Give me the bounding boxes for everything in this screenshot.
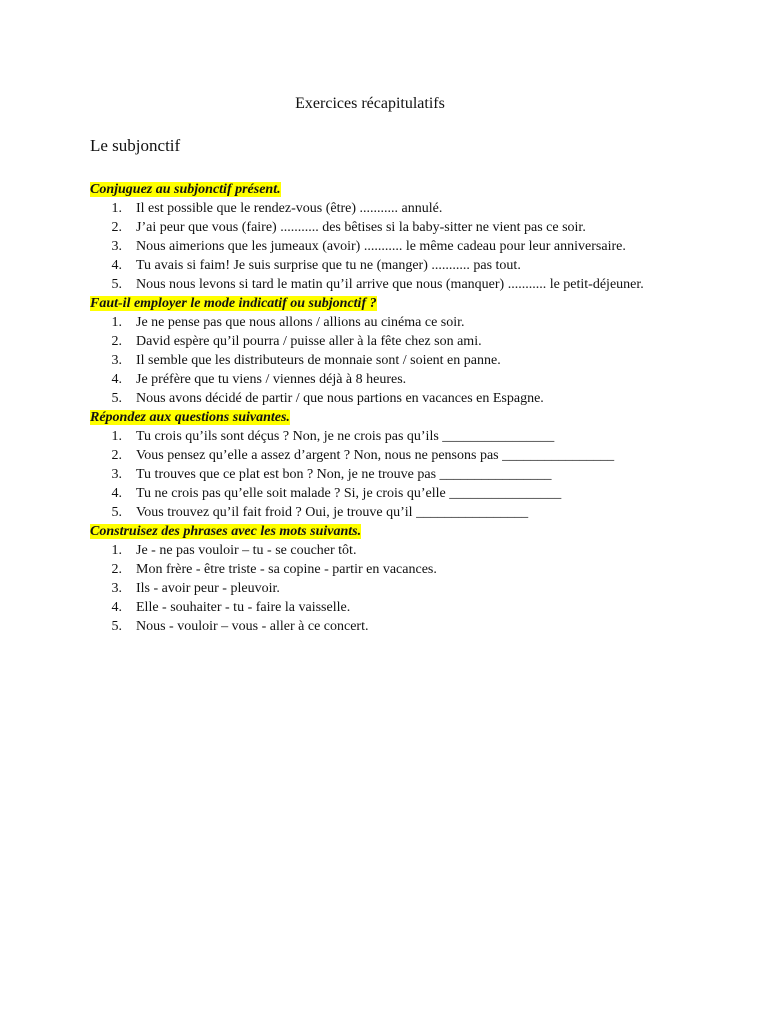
item-text: Tu avais si faim! Je suis surprise que tu ne (manger) ........... pas tout. xyxy=(136,258,521,273)
list-item xyxy=(90,465,676,484)
exercise-heading-text: Construisez des phrases avec les mots suivants. xyxy=(90,524,362,539)
exercise-heading xyxy=(90,180,676,199)
item-number: 2. xyxy=(111,220,122,235)
exercise-block xyxy=(90,522,676,636)
item-number: 1. xyxy=(111,315,122,330)
item-text: Nous avons décidé de partir / que nous partions en vacances en Espagne. xyxy=(136,391,544,406)
item-text: Vous pensez qu’elle a assez d’argent ? Non, nous ne pensons pas ________________ xyxy=(136,448,615,463)
list-item xyxy=(90,598,676,617)
list-item xyxy=(90,199,676,218)
item-text: Il semble que les distributeurs de monnaie sont / soient en panne. xyxy=(136,353,501,368)
item-text: David espère qu’il pourra / puisse aller à la fête chez son ami. xyxy=(136,334,482,349)
exercise-heading xyxy=(90,294,676,313)
exercise-heading-text: Faut-il employer le mode indicatif ou subjonctif ? xyxy=(90,296,377,311)
item-text: Je - ne pas vouloir – tu - se coucher tôt. xyxy=(136,543,357,558)
exercise-block xyxy=(90,294,676,408)
list-item xyxy=(90,237,676,256)
item-text: Mon frère - être triste - sa copine - partir en vacances. xyxy=(136,562,437,577)
item-number: 5. xyxy=(111,505,122,520)
item-text: Ils - avoir peur - pleuvoir. xyxy=(136,581,280,596)
list-item xyxy=(90,617,676,636)
section-title: Le subjonctif xyxy=(90,136,181,155)
exercise-heading-text: Répondez aux questions suivantes. xyxy=(90,410,290,425)
item-text: Tu trouves que ce plat est bon ? Non, je ne trouve pas ________________ xyxy=(136,467,552,482)
list-item xyxy=(90,541,676,560)
list-item xyxy=(90,484,676,503)
exercise-block xyxy=(90,408,676,522)
list-item xyxy=(90,579,676,598)
item-text: Nous nous levons si tard le matin qu’il arrive que nous (manquer) ........... le petit-déjeuner. xyxy=(136,277,644,292)
exercise-heading xyxy=(90,522,676,541)
item-number: 2. xyxy=(111,334,122,349)
item-number: 1. xyxy=(111,543,122,558)
item-number: 5. xyxy=(111,619,122,634)
exercise-items xyxy=(90,427,676,522)
item-number: 1. xyxy=(111,429,122,444)
exercise-items xyxy=(90,199,676,294)
list-item xyxy=(90,313,676,332)
item-number: 5. xyxy=(111,277,122,292)
list-item xyxy=(90,503,676,522)
list-item xyxy=(90,256,676,275)
item-text: J’ai peur que vous (faire) ........... des bêtises si la baby-sitter ne vient pas ce soir. xyxy=(136,220,586,235)
item-number: 3. xyxy=(111,467,122,482)
item-number: 4. xyxy=(111,258,122,273)
item-number: 3. xyxy=(111,581,122,596)
list-item xyxy=(90,427,676,446)
item-text: Vous trouvez qu’il fait froid ? Oui, je trouve qu’il ________________ xyxy=(136,505,529,520)
item-number: 4. xyxy=(111,600,122,615)
item-number: 4. xyxy=(111,372,122,387)
exercise-block xyxy=(90,180,676,294)
list-item xyxy=(90,389,676,408)
item-text: Tu crois qu’ils sont déçus ? Non, je ne crois pas qu’ils ________________ xyxy=(136,429,555,444)
exercise-items xyxy=(90,313,676,408)
list-item xyxy=(90,275,676,294)
list-item xyxy=(90,332,676,351)
list-item xyxy=(90,218,676,237)
item-text: Je préfère que tu viens / viennes déjà à 8 heures. xyxy=(136,372,407,387)
item-text: Il est possible que le rendez-vous (être) ........... annulé. xyxy=(136,201,443,216)
item-number: 4. xyxy=(111,486,122,501)
item-text: Je ne pense pas que nous allons / allions au cinéma ce soir. xyxy=(136,315,465,330)
item-text: Nous - vouloir – vous - aller à ce concert. xyxy=(136,619,369,634)
item-number: 2. xyxy=(111,448,122,463)
list-item xyxy=(90,446,676,465)
item-number: 2. xyxy=(111,562,122,577)
item-text: Tu ne crois pas qu’elle soit malade ? Si, je crois qu’elle ________________ xyxy=(136,486,562,501)
exercise-heading xyxy=(90,408,676,427)
exercise-items xyxy=(90,541,676,636)
item-text: Elle - souhaiter - tu - faire la vaisselle. xyxy=(136,600,351,615)
exercise-list xyxy=(90,180,676,636)
list-item xyxy=(90,560,676,579)
item-number: 1. xyxy=(111,201,122,216)
list-item xyxy=(90,370,676,389)
item-number: 5. xyxy=(111,391,122,406)
exercise-heading-text: Conjuguez au subjonctif présent. xyxy=(90,182,281,197)
item-number: 3. xyxy=(111,353,122,368)
document-title: Exercices récapitulatifs xyxy=(295,95,445,112)
list-item xyxy=(90,351,676,370)
item-number: 3. xyxy=(111,239,122,254)
item-text: Nous aimerions que les jumeaux (avoir) ........... le même cadeau pour leur anniversaire. xyxy=(136,239,626,254)
